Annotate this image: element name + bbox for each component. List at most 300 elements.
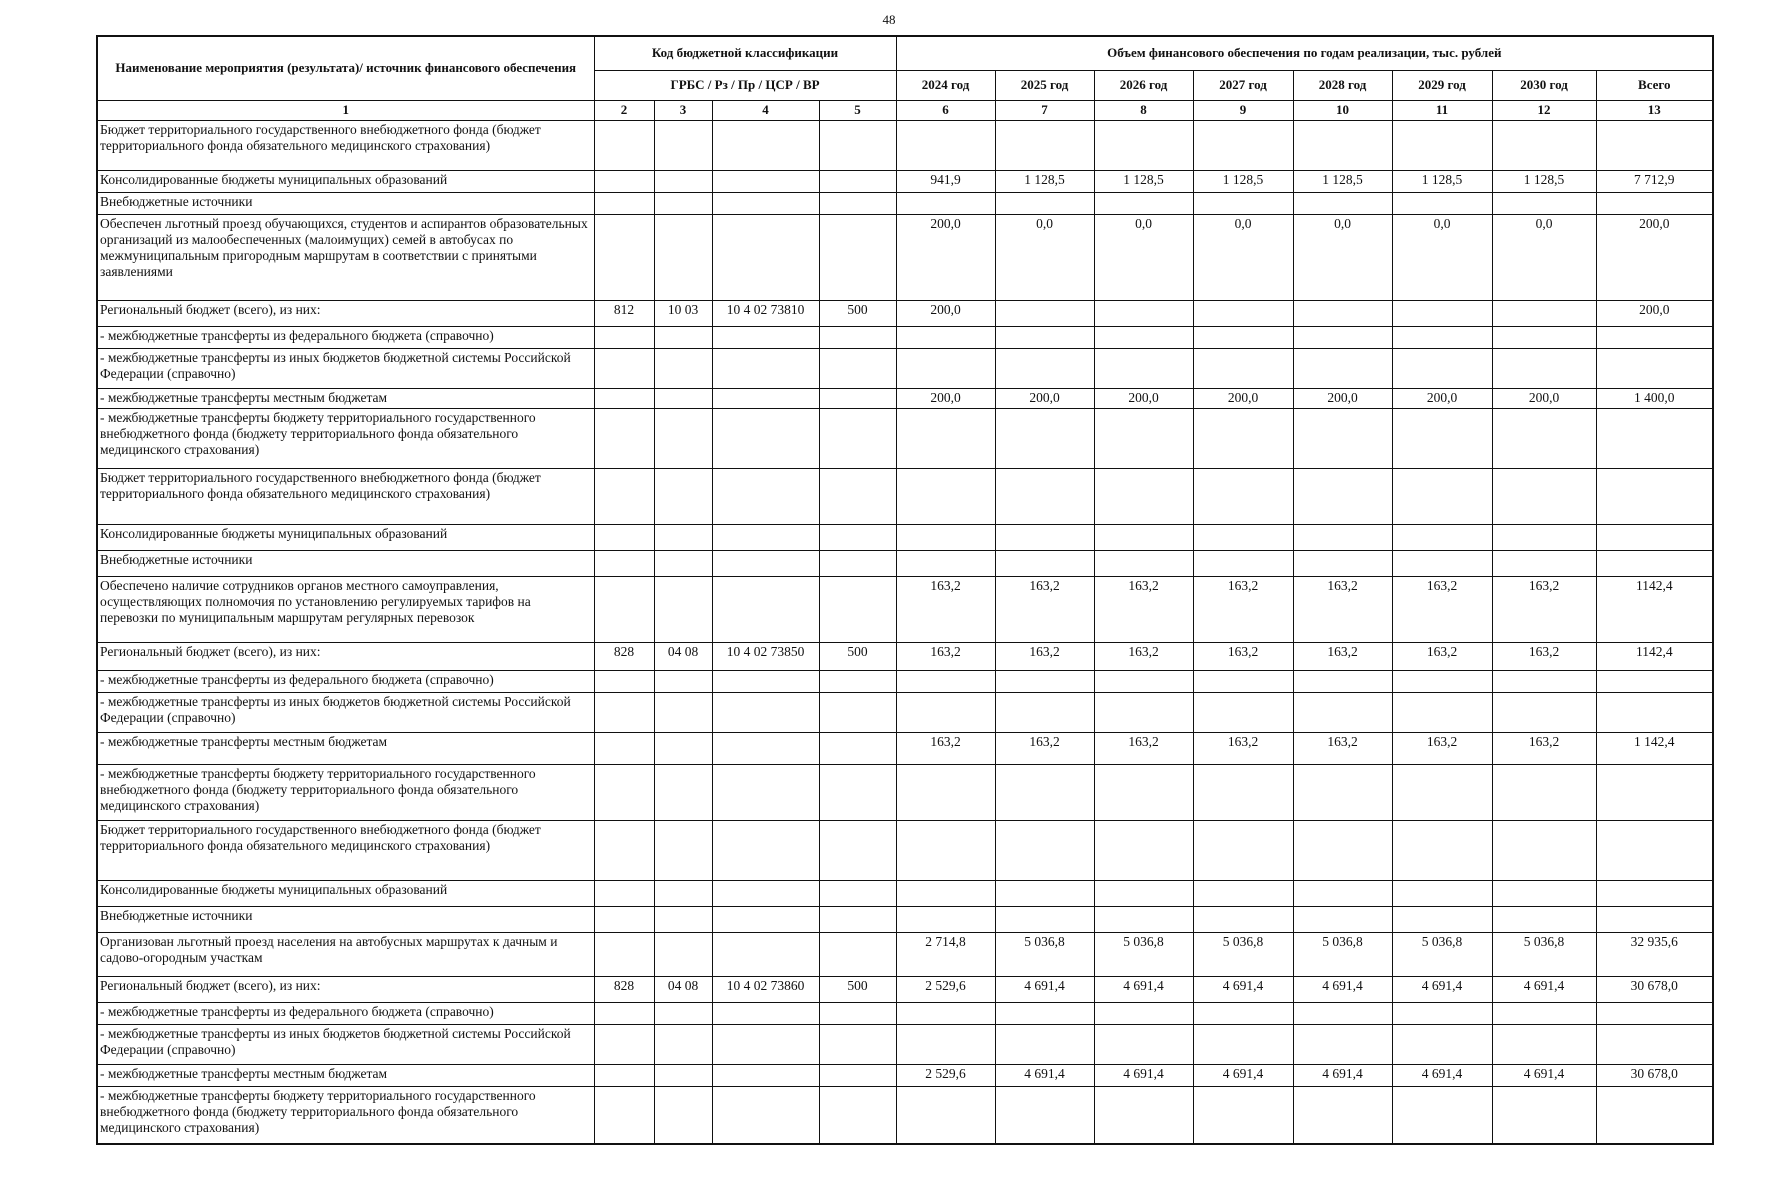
column-number: 4 [712,100,819,120]
table-row [97,906,1713,932]
budget-code-cell [654,214,712,300]
year-value-cell: 163,2 [1094,576,1193,642]
total-cell: 1 400,0 [1596,388,1713,408]
budget-code-cell [594,408,654,468]
year-value-cell [995,326,1094,348]
budget-code-cell [819,1064,896,1086]
year-value-cell: 4 691,4 [1293,976,1392,1002]
total-cell: 200,0 [1596,300,1713,326]
year-value-cell [1193,1024,1293,1064]
year-value-cell [1193,524,1293,550]
year-value-cell [1193,408,1293,468]
year-value-cell [1193,550,1293,576]
budget-code-cell [594,692,654,732]
year-value-cell: 1 128,5 [1492,170,1596,192]
budget-code-cell [819,468,896,524]
budget-code-cell [594,170,654,192]
year-value-cell [1193,348,1293,388]
year-value-cell: 163,2 [1094,642,1193,670]
budget-code-cell: 04 08 [654,976,712,1002]
budget-code-cell [712,550,819,576]
year-value-cell: 163,2 [1193,642,1293,670]
budget-code-cell [819,880,896,906]
year-value-cell [896,1024,995,1064]
year-value-cell: 0,0 [995,214,1094,300]
budget-code-cell [819,906,896,932]
table-row [97,1086,1713,1144]
year-value-cell: 163,2 [995,732,1094,764]
table-row [97,932,1713,976]
budget-code-cell [712,880,819,906]
total-cell [1596,906,1713,932]
year-value-cell: 200,0 [1392,388,1492,408]
budget-code-cell: 500 [819,300,896,326]
budget-code-cell [819,576,896,642]
row-name: Консолидированные бюджеты муниципальных образований [97,170,594,192]
column-number: 9 [1193,100,1293,120]
total-cell [1596,1024,1713,1064]
row-name: - межбюджетные трансферты из иных бюджетов бюджетной системы Российской Федерации (справочно) [97,1024,594,1064]
budget-code-cell: 828 [594,976,654,1002]
year-value-cell [896,192,995,214]
budget-code-cell [819,326,896,348]
header-year: 2025 год [995,70,1094,100]
budget-code-cell [712,576,819,642]
year-value-cell: 163,2 [995,576,1094,642]
table-row [97,214,1713,300]
total-cell [1596,408,1713,468]
budget-code-cell [819,550,896,576]
budget-code-cell: 10 4 02 73850 [712,642,819,670]
column-number: 6 [896,100,995,120]
table-row [97,732,1713,764]
year-value-cell: 2 529,6 [896,976,995,1002]
year-value-cell: 4 691,4 [1094,1064,1193,1086]
year-value-cell: 4 691,4 [1492,1064,1596,1086]
table-row [97,764,1713,820]
year-value-cell [1392,120,1492,170]
budget-code-cell [594,120,654,170]
year-value-cell [995,408,1094,468]
budget-code-cell: 10 03 [654,300,712,326]
year-value-cell: 163,2 [1293,576,1392,642]
year-value-cell [896,326,995,348]
budget-code-cell: 812 [594,300,654,326]
table-row [97,642,1713,670]
budget-code-cell [654,550,712,576]
budget-code-cell [594,732,654,764]
year-value-cell [1193,764,1293,820]
row-name: - межбюджетные трансферты из федерального бюджета (справочно) [97,1002,594,1024]
year-value-cell: 2 714,8 [896,932,995,976]
year-value-cell [1492,120,1596,170]
budget-code-cell [819,764,896,820]
year-value-cell [896,692,995,732]
budget-code-cell [654,880,712,906]
budget-code-cell [712,1024,819,1064]
table-row [97,820,1713,880]
year-value-cell [896,348,995,388]
year-value-cell [995,820,1094,880]
budget-code-cell [594,880,654,906]
year-value-cell: 200,0 [1193,388,1293,408]
year-value-cell [896,670,995,692]
year-value-cell [1492,326,1596,348]
budget-code-cell [712,1002,819,1024]
year-value-cell [1492,1002,1596,1024]
year-value-cell [1293,764,1392,820]
budget-code-cell [819,348,896,388]
year-value-cell [1392,1086,1492,1144]
budget-code-cell [654,932,712,976]
year-value-cell [1094,300,1193,326]
year-value-cell [995,192,1094,214]
year-value-cell: 4 691,4 [1193,1064,1293,1086]
year-value-cell [995,1024,1094,1064]
column-number: 13 [1596,100,1713,120]
year-value-cell [1293,408,1392,468]
table-row [97,326,1713,348]
row-name: - межбюджетные трансферты местным бюджетам [97,1064,594,1086]
row-name: - межбюджетные трансферты из федерального бюджета (справочно) [97,326,594,348]
total-cell [1596,1086,1713,1144]
budget-code-cell [712,192,819,214]
year-value-cell: 1 128,5 [1293,170,1392,192]
year-value-cell [995,348,1094,388]
budget-code-cell [712,692,819,732]
year-value-cell [995,300,1094,326]
year-value-cell [1492,880,1596,906]
header-year: 2027 год [1193,70,1293,100]
year-value-cell [1094,524,1193,550]
year-value-cell [1094,1024,1193,1064]
header-total: Всего [1596,70,1713,100]
budget-code-cell [819,732,896,764]
budget-code-cell [712,348,819,388]
budget-code-cell [712,524,819,550]
year-value-cell [1392,1024,1492,1064]
year-value-cell [1492,1086,1596,1144]
year-value-cell: 4 691,4 [1392,1064,1492,1086]
row-name: Консолидированные бюджеты муниципальных образований [97,880,594,906]
year-value-cell [1293,192,1392,214]
year-value-cell [1293,820,1392,880]
year-value-cell: 163,2 [1492,732,1596,764]
budget-code-cell [819,1002,896,1024]
year-value-cell: 0,0 [1094,214,1193,300]
budget-code-cell [819,670,896,692]
year-value-cell: 1 128,5 [995,170,1094,192]
row-name: - межбюджетные трансферты местным бюджетам [97,732,594,764]
year-value-cell [1392,670,1492,692]
year-value-cell [1492,468,1596,524]
year-value-cell [1193,326,1293,348]
year-value-cell [1094,326,1193,348]
budget-code-cell [594,1086,654,1144]
year-value-cell [1492,550,1596,576]
budget-code-cell [654,1024,712,1064]
year-value-cell [1392,550,1492,576]
budget-code-cell [712,214,819,300]
year-value-cell [1492,692,1596,732]
year-value-cell [1492,192,1596,214]
year-value-cell [896,468,995,524]
budget-code-cell [712,1064,819,1086]
table-row [97,170,1713,192]
budget-code-cell [819,388,896,408]
budget-code-cell [712,408,819,468]
year-value-cell [896,1086,995,1144]
budget-code-cell [712,732,819,764]
budget-code-cell [594,1024,654,1064]
budget-code-cell [654,906,712,932]
year-value-cell [1193,820,1293,880]
budget-code-cell [654,692,712,732]
year-value-cell [1193,300,1293,326]
table-row [97,192,1713,214]
budget-code-cell [712,932,819,976]
year-value-cell: 1 128,5 [1392,170,1492,192]
table-row [97,670,1713,692]
row-name: - межбюджетные трансферты бюджету территориального государственного внебюджетного фонда (бюджету территориального фонда обязательного медицинского страхования) [97,764,594,820]
total-cell: 30 678,0 [1596,976,1713,1002]
year-value-cell: 163,2 [1293,642,1392,670]
header-year: 2029 год [1392,70,1492,100]
year-value-cell [1293,300,1392,326]
year-value-cell: 0,0 [1392,214,1492,300]
total-cell [1596,1002,1713,1024]
budget-code-cell [654,326,712,348]
column-number: 11 [1392,100,1492,120]
row-name: Бюджет территориального государственного внебюджетного фонда (бюджет территориального фонда обязательного медицинского страхования) [97,820,594,880]
year-value-cell: 163,2 [1193,576,1293,642]
column-number: 2 [594,100,654,120]
year-value-cell: 163,2 [896,732,995,764]
year-value-cell [1094,906,1193,932]
budget-code-cell: 500 [819,642,896,670]
budget-code-cell [594,524,654,550]
table-row [97,1064,1713,1086]
budget-code-cell [819,1024,896,1064]
table-row [97,1002,1713,1024]
budget-code-cell [594,468,654,524]
budget-code-cell [654,1002,712,1024]
year-value-cell [1094,880,1193,906]
budget-code-cell [712,120,819,170]
total-cell [1596,670,1713,692]
year-value-cell [896,880,995,906]
budget-code-cell [654,524,712,550]
budget-code-cell [819,408,896,468]
budget-code-cell [712,764,819,820]
year-value-cell [1094,192,1193,214]
year-value-cell [1392,1002,1492,1024]
year-value-cell [1492,906,1596,932]
year-value-cell [1094,1086,1193,1144]
year-value-cell [1392,348,1492,388]
table-row [97,1024,1713,1064]
year-value-cell: 941,9 [896,170,995,192]
row-name: Региональный бюджет (всего), из них: [97,976,594,1002]
year-value-cell [995,880,1094,906]
budget-code-cell [654,1086,712,1144]
column-number: 8 [1094,100,1193,120]
year-value-cell [896,408,995,468]
table-row [97,692,1713,732]
budget-code-cell [819,932,896,976]
row-name: Внебюджетные источники [97,550,594,576]
year-value-cell [995,906,1094,932]
year-value-cell [1392,764,1492,820]
budget-code-cell [819,192,896,214]
budget-code-cell [594,764,654,820]
year-value-cell: 2 529,6 [896,1064,995,1086]
year-value-cell [1094,120,1193,170]
total-cell [1596,468,1713,524]
year-value-cell: 5 036,8 [1193,932,1293,976]
budget-code-cell [654,348,712,388]
budget-code-cell [654,1064,712,1086]
financing-table [96,35,1714,1145]
budget-code-cell [654,388,712,408]
header-name-column: Наименование мероприятия (результата)/ источник финансового обеспечения [97,36,594,100]
header-year: 2026 год [1094,70,1193,100]
year-value-cell [1094,670,1193,692]
year-value-cell: 200,0 [1293,388,1392,408]
column-number: 12 [1492,100,1596,120]
header-year: 2028 год [1293,70,1392,100]
row-name: - межбюджетные трансферты бюджету территориального государственного внебюджетного фонда (бюджету территориального фонда обязательного медицинского страхования) [97,408,594,468]
year-value-cell [1094,348,1193,388]
year-value-cell: 163,2 [1392,642,1492,670]
budget-code-cell [712,1086,819,1144]
table-row [97,976,1713,1002]
year-value-cell: 200,0 [896,300,995,326]
row-name: Региональный бюджет (всего), из них: [97,300,594,326]
total-cell [1596,820,1713,880]
budget-code-cell [819,120,896,170]
year-value-cell [1492,764,1596,820]
row-name: - межбюджетные трансферты из иных бюджетов бюджетной системы Российской Федерации (справочно) [97,692,594,732]
column-number: 10 [1293,100,1392,120]
budget-code-cell [712,906,819,932]
row-name: Организован льготный проезд населения на автобусных маршрутах к дачным и садово-огородным участкам [97,932,594,976]
year-value-cell [1492,1024,1596,1064]
year-value-cell: 163,2 [896,642,995,670]
year-value-cell: 200,0 [896,214,995,300]
budget-code-cell [594,388,654,408]
row-name: - межбюджетные трансферты бюджету территориального государственного внебюджетного фонда (бюджету территориального фонда обязательного медицинского страхования) [97,1086,594,1144]
budget-code-cell [654,120,712,170]
year-value-cell [1392,300,1492,326]
year-value-cell: 5 036,8 [1492,932,1596,976]
year-value-cell: 163,2 [1392,576,1492,642]
total-cell [1596,192,1713,214]
year-value-cell [1392,468,1492,524]
year-value-cell [896,820,995,880]
table-row [97,468,1713,524]
year-value-cell [1293,524,1392,550]
year-value-cell: 1 128,5 [1094,170,1193,192]
total-cell: 1142,4 [1596,576,1713,642]
year-value-cell [995,1002,1094,1024]
year-value-cell [1492,524,1596,550]
year-value-cell [1193,692,1293,732]
year-value-cell [1293,348,1392,388]
year-value-cell [995,764,1094,820]
budget-code-cell [819,524,896,550]
column-number: 7 [995,100,1094,120]
budget-code-cell [819,214,896,300]
year-value-cell [1392,820,1492,880]
budget-code-cell: 04 08 [654,642,712,670]
year-value-cell [1293,1086,1392,1144]
year-value-cell: 200,0 [1492,388,1596,408]
year-value-cell: 5 036,8 [1392,932,1492,976]
year-value-cell: 4 691,4 [1293,1064,1392,1086]
year-value-cell [1392,880,1492,906]
year-value-cell [1293,1002,1392,1024]
table-row [97,576,1713,642]
year-value-cell: 4 691,4 [1492,976,1596,1002]
year-value-cell [995,468,1094,524]
year-value-cell [1392,524,1492,550]
budget-code-cell [594,1002,654,1024]
table-row [97,408,1713,468]
budget-code-cell [594,820,654,880]
year-value-cell [896,764,995,820]
year-value-cell [896,1002,995,1024]
budget-code-cell [654,468,712,524]
year-value-cell: 200,0 [1094,388,1193,408]
budget-code-cell [819,1086,896,1144]
budget-code-cell: 828 [594,642,654,670]
year-value-cell: 4 691,4 [1392,976,1492,1002]
table-row [97,300,1713,326]
year-value-cell: 163,2 [1392,732,1492,764]
total-cell [1596,524,1713,550]
year-value-cell: 163,2 [995,642,1094,670]
budget-code-cell [594,670,654,692]
year-value-cell [1293,670,1392,692]
budget-code-cell [594,1064,654,1086]
row-name: Консолидированные бюджеты муниципальных образований [97,524,594,550]
year-value-cell: 200,0 [896,388,995,408]
row-name: - межбюджетные трансферты местным бюджетам [97,388,594,408]
row-name: Бюджет территориального государственного внебюджетного фонда (бюджет территориального фонда обязательного медицинского страхования) [97,120,594,170]
year-value-cell: 163,2 [1492,576,1596,642]
year-value-cell: 1 128,5 [1193,170,1293,192]
year-value-cell [1293,468,1392,524]
year-value-cell [1094,692,1193,732]
total-cell: 1142,4 [1596,642,1713,670]
year-value-cell: 4 691,4 [1094,976,1193,1002]
table-row [97,120,1713,170]
year-value-cell [1094,468,1193,524]
budget-code-cell [712,326,819,348]
row-name: Обеспечено наличие сотрудников органов местного самоуправления, осуществляющих полномочия по установлению регулируемых тарифов на перевозки по муниципальным маршрутам регулярных перевозок [97,576,594,642]
budget-code-cell [654,764,712,820]
total-cell [1596,348,1713,388]
budget-code-cell [594,214,654,300]
total-cell [1596,764,1713,820]
year-value-cell [1193,1086,1293,1144]
year-value-cell [1492,408,1596,468]
year-value-cell [1293,120,1392,170]
year-value-cell: 163,2 [1492,642,1596,670]
budget-code-cell [712,388,819,408]
year-value-cell: 0,0 [1193,214,1293,300]
